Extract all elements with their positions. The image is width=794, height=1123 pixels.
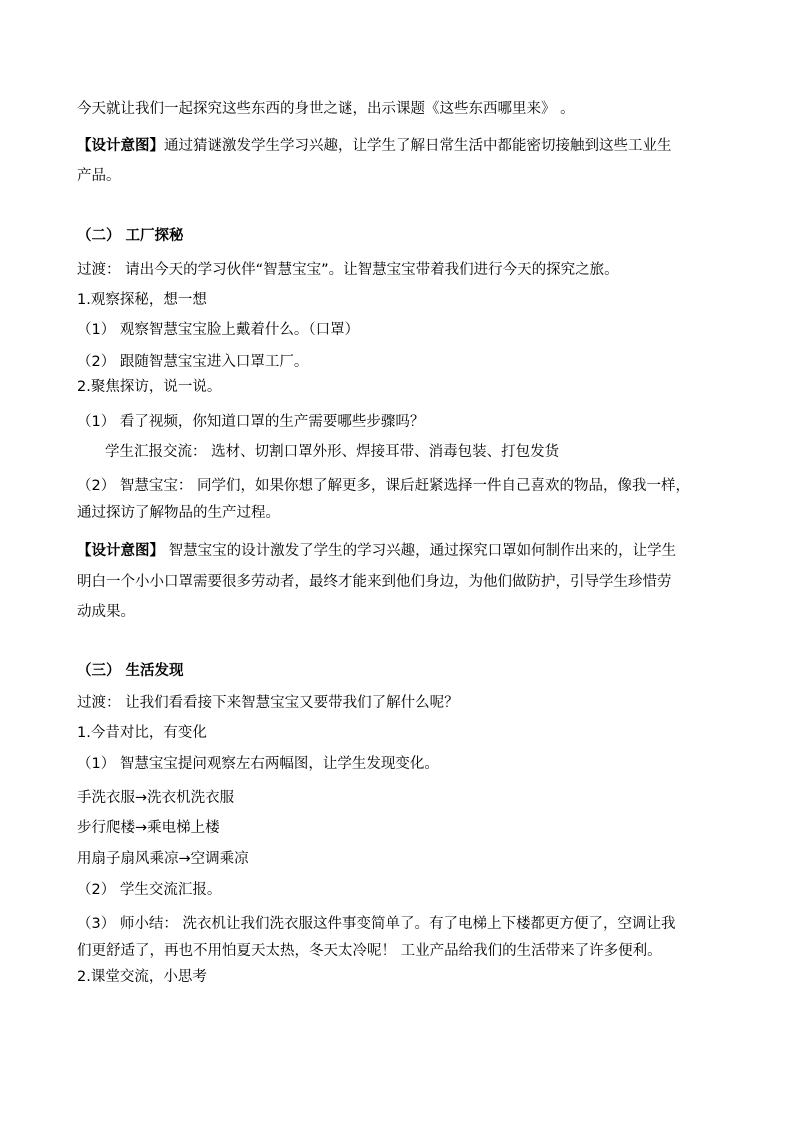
section-2-item-1-sub-1: （1） 观察智慧宝宝脸上戴着什么。（口罩）	[77, 322, 360, 338]
design-intent-2-text-1: 智慧宝宝的设计激发了学生的学习兴趣，通过探究口罩如何制作出来的，让学生	[164, 543, 677, 559]
section-3-item-1-sub-1: （1） 智慧宝宝提问观察左右两幅图，让学生发现变化。	[77, 756, 439, 772]
section-3-compare-2: 步行爬楼→乘电梯上楼	[77, 820, 220, 836]
section-2-transition: 过渡： 请出今天的学习伙伴“智慧宝宝”。让智慧宝宝带着我们进行今天的探究之旅。	[77, 262, 619, 278]
design-intent-1-tag: 【设计意图】	[77, 138, 164, 154]
section-2-item-1-title: 1.观察探秘，想一想	[77, 292, 207, 308]
design-intent-2-tag: 【设计意图】	[77, 543, 164, 559]
design-intent-2-line-2: 明白一个小小口罩需要很多劳动者，最终才能来到他们身边，为他们做防护，引导学生珍惜劳	[77, 574, 672, 590]
section-2-item-2-title: 2.聚焦探访，说一说。	[77, 379, 222, 395]
design-intent-1-line-2: 产品。	[77, 168, 121, 184]
intro-paragraph: 今天就让我们一起探究这些东西的身世之谜，出示课题《这些东西哪里来》 。	[77, 101, 575, 117]
section-3-item-1-sub-3-line-1: （3） 师小结： 洗衣机让我们洗衣服这件事变简单了。有了电梯上下楼都更方便了，空调让我	[77, 916, 676, 932]
section-2-heading: （二） 工厂探秘	[77, 228, 184, 244]
section-3-item-1-sub-2: （2） 学生交流汇报。	[77, 882, 222, 898]
section-2-item-1-sub-2: （2） 跟随智慧宝宝进入口罩工厂。	[77, 354, 309, 370]
design-intent-1-text-1: 通过猜谜激发学生学习兴趣，让学生了解日常生活中都能密切接触到这些工业生	[164, 138, 672, 154]
section-3-item-2-title: 2.课堂交流，小思考	[77, 969, 207, 985]
section-2-item-2-sub-1: （1） 看了视频，你知道口罩的生产需要哪些步骤吗？	[77, 414, 425, 430]
design-intent-2-line-1	[77, 541, 727, 561]
section-3-item-1-title: 1.今昔对比，有变化	[77, 725, 207, 741]
section-3-transition: 过渡： 让我们看看接下来智慧宝宝又要带我们了解什么呢？	[77, 695, 459, 711]
section-3-compare-3: 用扇子扇风乘凉→空调乘凉	[77, 851, 249, 867]
section-2-item-2-sub-2-line-1: （2） 智慧宝宝： 同学们，如果你想了解更多，课后赶紧选择一件自己喜欢的物品，像我一样，	[77, 478, 690, 494]
section-3-item-1-sub-3-line-2: 们更舒适了，再也不用怕夏天太热，冬天太冷呢！ 工业产品给我们的生活带来了许多便利。	[77, 943, 662, 959]
design-intent-2-line-3: 动成果。	[77, 604, 135, 620]
section-3-heading: （三） 生活发现	[77, 663, 184, 679]
design-intent-1-line-1	[77, 136, 727, 156]
section-3-compare-1: 手洗衣服→洗衣机洗衣服	[77, 790, 235, 806]
section-2-item-2-sub-2-line-2: 通过探访了解物品的生产过程。	[77, 505, 280, 521]
section-2-item-2-answer: 学生汇报交流： 选材、切割口罩外形、焊接耳带、消毒包装、打包发货	[105, 444, 560, 460]
